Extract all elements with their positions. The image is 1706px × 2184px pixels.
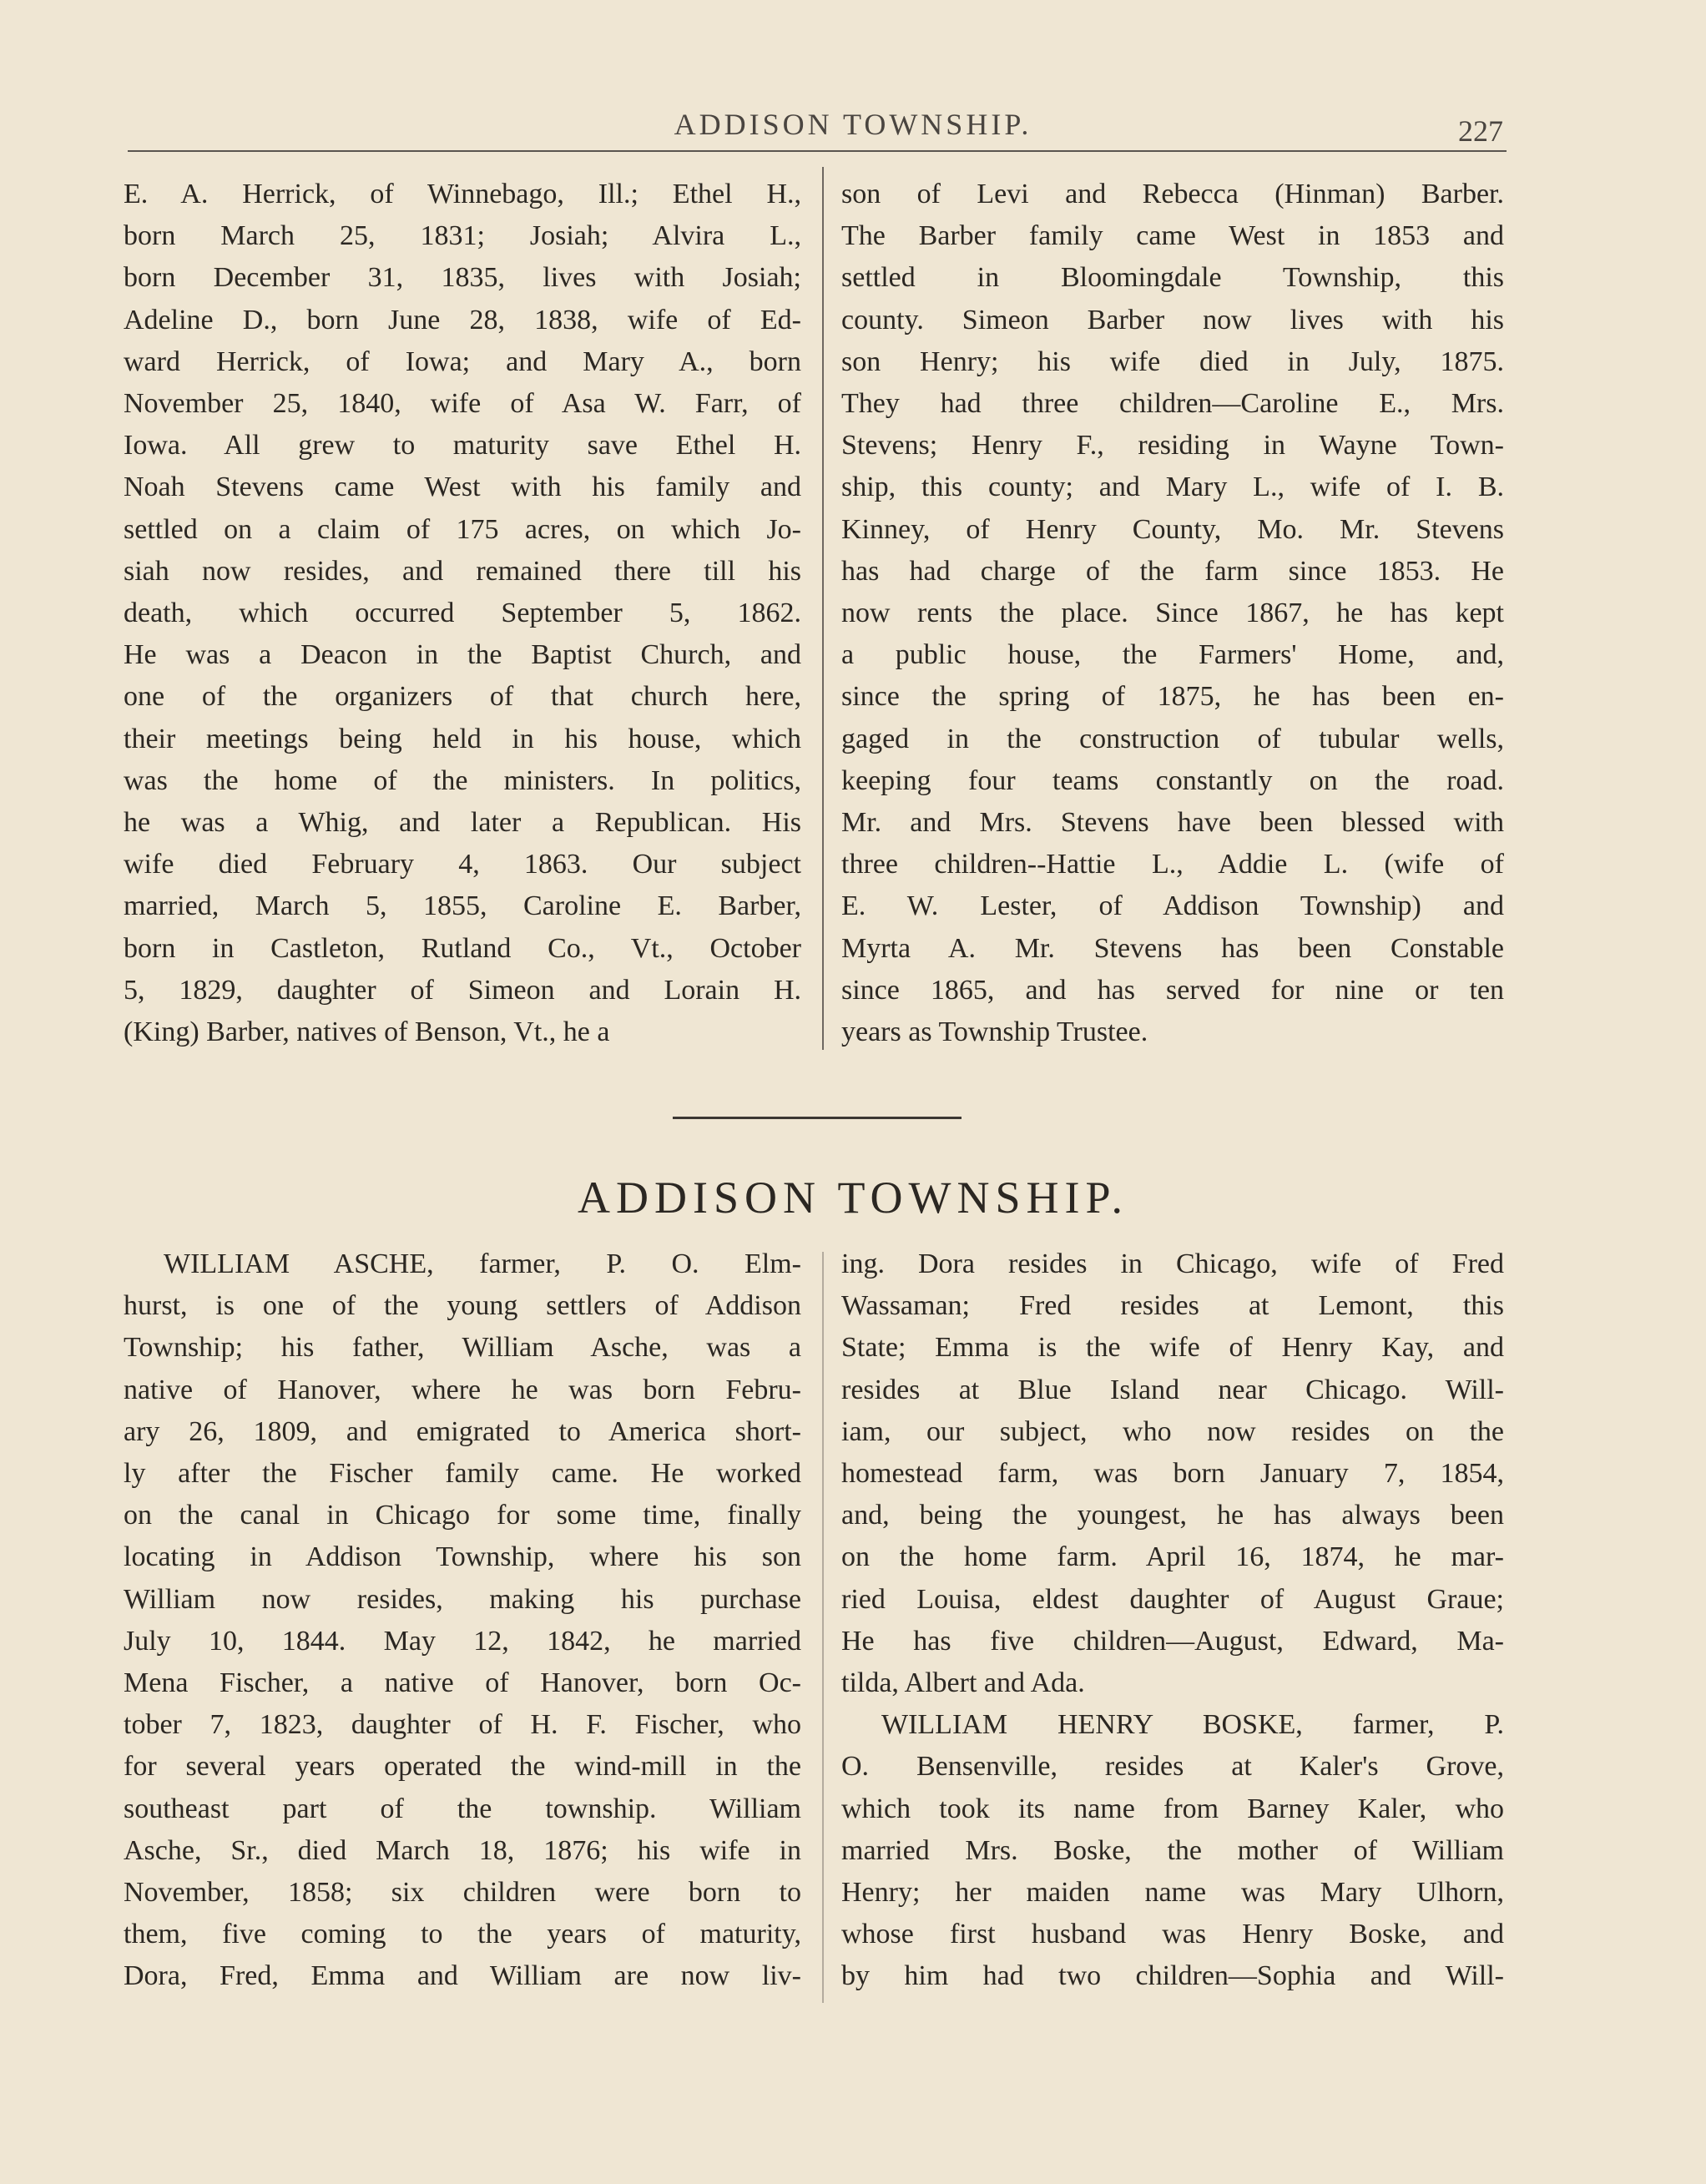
text-line: The Barber family came West in 1853 and (841, 220, 1504, 252)
text-line: Mena Fischer, a native of Hanover, born Oc- (124, 1667, 801, 1699)
text-line: born December 31, 1835, lives with Josiah; (124, 262, 801, 294)
text-line: ward Herrick, of Iowa; and Mary A., born (124, 346, 801, 377)
text-line: married, March 5, 1855, Caroline E. Barber, (124, 890, 801, 922)
text-line: William now resides, making his purchase (124, 1583, 801, 1615)
text-line: settled in Bloomingdale Township, this (841, 262, 1504, 294)
text-line: locating in Addison Township, where his son (124, 1541, 801, 1573)
text-line: 5, 1829, daughter of Simeon and Lorain H. (124, 974, 801, 1006)
text-line: gaged in the construction of tubular wells, (841, 723, 1504, 754)
text-line: Stevens; Henry F., residing in Wayne Town- (841, 430, 1504, 462)
text-line: November, 1858; six children were born to (124, 1877, 801, 1909)
text-line: tilda, Albert and Ada. (841, 1667, 1085, 1699)
text-line: keeping four teams constantly on the road. (841, 764, 1504, 796)
text-line: for several years operated the wind-mill in the (124, 1751, 801, 1783)
text-line: them, five coming to the years of maturity, (124, 1919, 801, 1950)
text-line: years as Township Trustee. (841, 1016, 1148, 1048)
text-line: now rents the place. Since 1867, he has kept (841, 598, 1504, 629)
text-line: and, being the youngest, he has always been (841, 1500, 1504, 1531)
bottom-left-column (124, 1243, 801, 1998)
text-line: State; Emma is the wife of Henry Kay, and (841, 1332, 1504, 1364)
text-line: November 25, 1840, wife of Asa W. Farr, of (124, 388, 801, 420)
text-line: ary 26, 1809, and emigrated to America short- (124, 1415, 801, 1447)
text-line: on the home farm. April 16, 1874, he mar- (841, 1541, 1504, 1573)
section-title: ADDISON TOWNSHIP. (577, 1173, 1129, 1223)
section-divider (673, 1117, 962, 1119)
text-line: Iowa. All grew to maturity save Ethel H. (124, 430, 801, 462)
text-line: ly after the Fischer family came. He worked (124, 1458, 801, 1490)
text-line: son of Levi and Rebecca (Hinman) Barber. (841, 179, 1504, 209)
text-line: southeast part of the township. William (124, 1793, 801, 1824)
text-line: He was a Deacon in the Baptist Church, and (124, 639, 801, 671)
text-line: homestead farm, was born January 7, 1854, (841, 1458, 1504, 1490)
text-line: Wassaman; Fred resides at Lemont, this (841, 1290, 1504, 1322)
text-line: Myrta A. Mr. Stevens has been Constable (841, 932, 1504, 964)
text-line: tober 7, 1823, daughter of H. F. Fischer, who (124, 1709, 801, 1741)
text-line: WILLIAM HENRY BOSKE, farmer, P. (881, 1709, 1504, 1741)
text-line: (King) Barber, natives of Benson, Vt., he a (124, 1016, 610, 1048)
text-line: Dora, Fred, Emma and William are now liv- (124, 1960, 801, 1992)
text-line: whose first husband was Henry Boske, and (841, 1919, 1504, 1950)
running-head (0, 107, 1706, 148)
text-line: three children--Hattie L., Addie L. (wife of (841, 849, 1504, 880)
text-line: he was a Whig, and later a Republican. His (124, 807, 801, 839)
text-line: son Henry; his wife died in July, 1875. (841, 346, 1504, 377)
text-line: born March 25, 1831; Josiah; Alvira L., (124, 220, 801, 252)
text-line: ing. Dora resides in Chicago, wife of Fred (841, 1248, 1504, 1279)
text-line: county. Simeon Barber now lives with his (841, 304, 1504, 335)
text-line: has had charge of the farm since 1853. He (841, 555, 1504, 587)
text-line: since 1865, and has served for nine or ten (841, 974, 1504, 1006)
text-line: wife died February 4, 1863. Our subject (124, 849, 801, 880)
text-line: on the canal in Chicago for some time, finally (124, 1500, 801, 1531)
text-line: which took its name from Barney Kaler, who (841, 1793, 1504, 1824)
top-right-column (841, 174, 1504, 1053)
text-line: Township; his father, William Asche, was a (124, 1332, 801, 1364)
text-line: July 10, 1844. May 12, 1842, he married (124, 1625, 801, 1657)
text-line: Mr. and Mrs. Stevens have been blessed with (841, 807, 1504, 839)
text-line: O. Bensenville, resides at Kaler's Grove, (841, 1751, 1504, 1783)
text-line: E. W. Lester, of Addison Township) and (841, 890, 1504, 922)
text-line: native of Hanover, where he was born Febru- (124, 1374, 801, 1405)
text-line: They had three children—Caroline E., Mrs. (841, 388, 1504, 420)
text-line: siah now resides, and remained there till his (124, 555, 801, 587)
text-line: married Mrs. Boske, the mother of William (841, 1834, 1504, 1866)
text-line: Adeline D., born June 28, 1838, wife of Ed- (124, 304, 801, 335)
text-line: E. A. Herrick, of Winnebago, Ill.; Ethel H., (124, 179, 801, 209)
text-line: He has five children—August, Edward, Ma- (841, 1625, 1504, 1657)
text-line: Kinney, of Henry County, Mo. Mr. Stevens (841, 513, 1504, 545)
text-line: one of the organizers of that church here, (124, 681, 801, 713)
text-line: a public house, the Farmers' Home, and, (841, 639, 1504, 671)
text-line: Henry; her maiden name was Mary Ulhorn, (841, 1877, 1504, 1909)
text-line: ried Louisa, eldest daughter of August Graue; (841, 1583, 1504, 1615)
text-line: Noah Stevens came West with his family and (124, 472, 801, 503)
text-line: born in Castleton, Rutland Co., Vt., October (124, 932, 801, 964)
header-rule (128, 150, 1507, 152)
text-line: Asche, Sr., died March 18, 1876; his wife in (124, 1834, 801, 1866)
column-divider-top (822, 167, 824, 1050)
page-number: 227 (1458, 114, 1503, 148)
top-left-column (124, 174, 801, 1053)
text-line: ship, this county; and Mary L., wife of I. B. (841, 472, 1504, 503)
text-line: WILLIAM ASCHE, farmer, P. O. Elm- (164, 1248, 801, 1279)
running-title: ADDISON TOWNSHIP. (674, 108, 1032, 141)
column-divider-bottom (822, 1252, 824, 2003)
text-line: by him had two children—Sophia and Will- (841, 1960, 1504, 1992)
text-line: iam, our subject, who now resides on the (841, 1415, 1504, 1447)
text-line: since the spring of 1875, he has been en- (841, 681, 1504, 713)
text-line: resides at Blue Island near Chicago. Will- (841, 1374, 1504, 1405)
text-line: death, which occurred September 5, 1862. (124, 598, 801, 629)
bottom-right-column (841, 1243, 1504, 1998)
text-line: settled on a claim of 175 acres, on which Jo- (124, 513, 801, 545)
text-line: their meetings being held in his house, which (124, 723, 801, 754)
text-line: hurst, is one of the young settlers of Addison (124, 1290, 801, 1322)
text-line: was the home of the ministers. In politics, (124, 764, 801, 796)
